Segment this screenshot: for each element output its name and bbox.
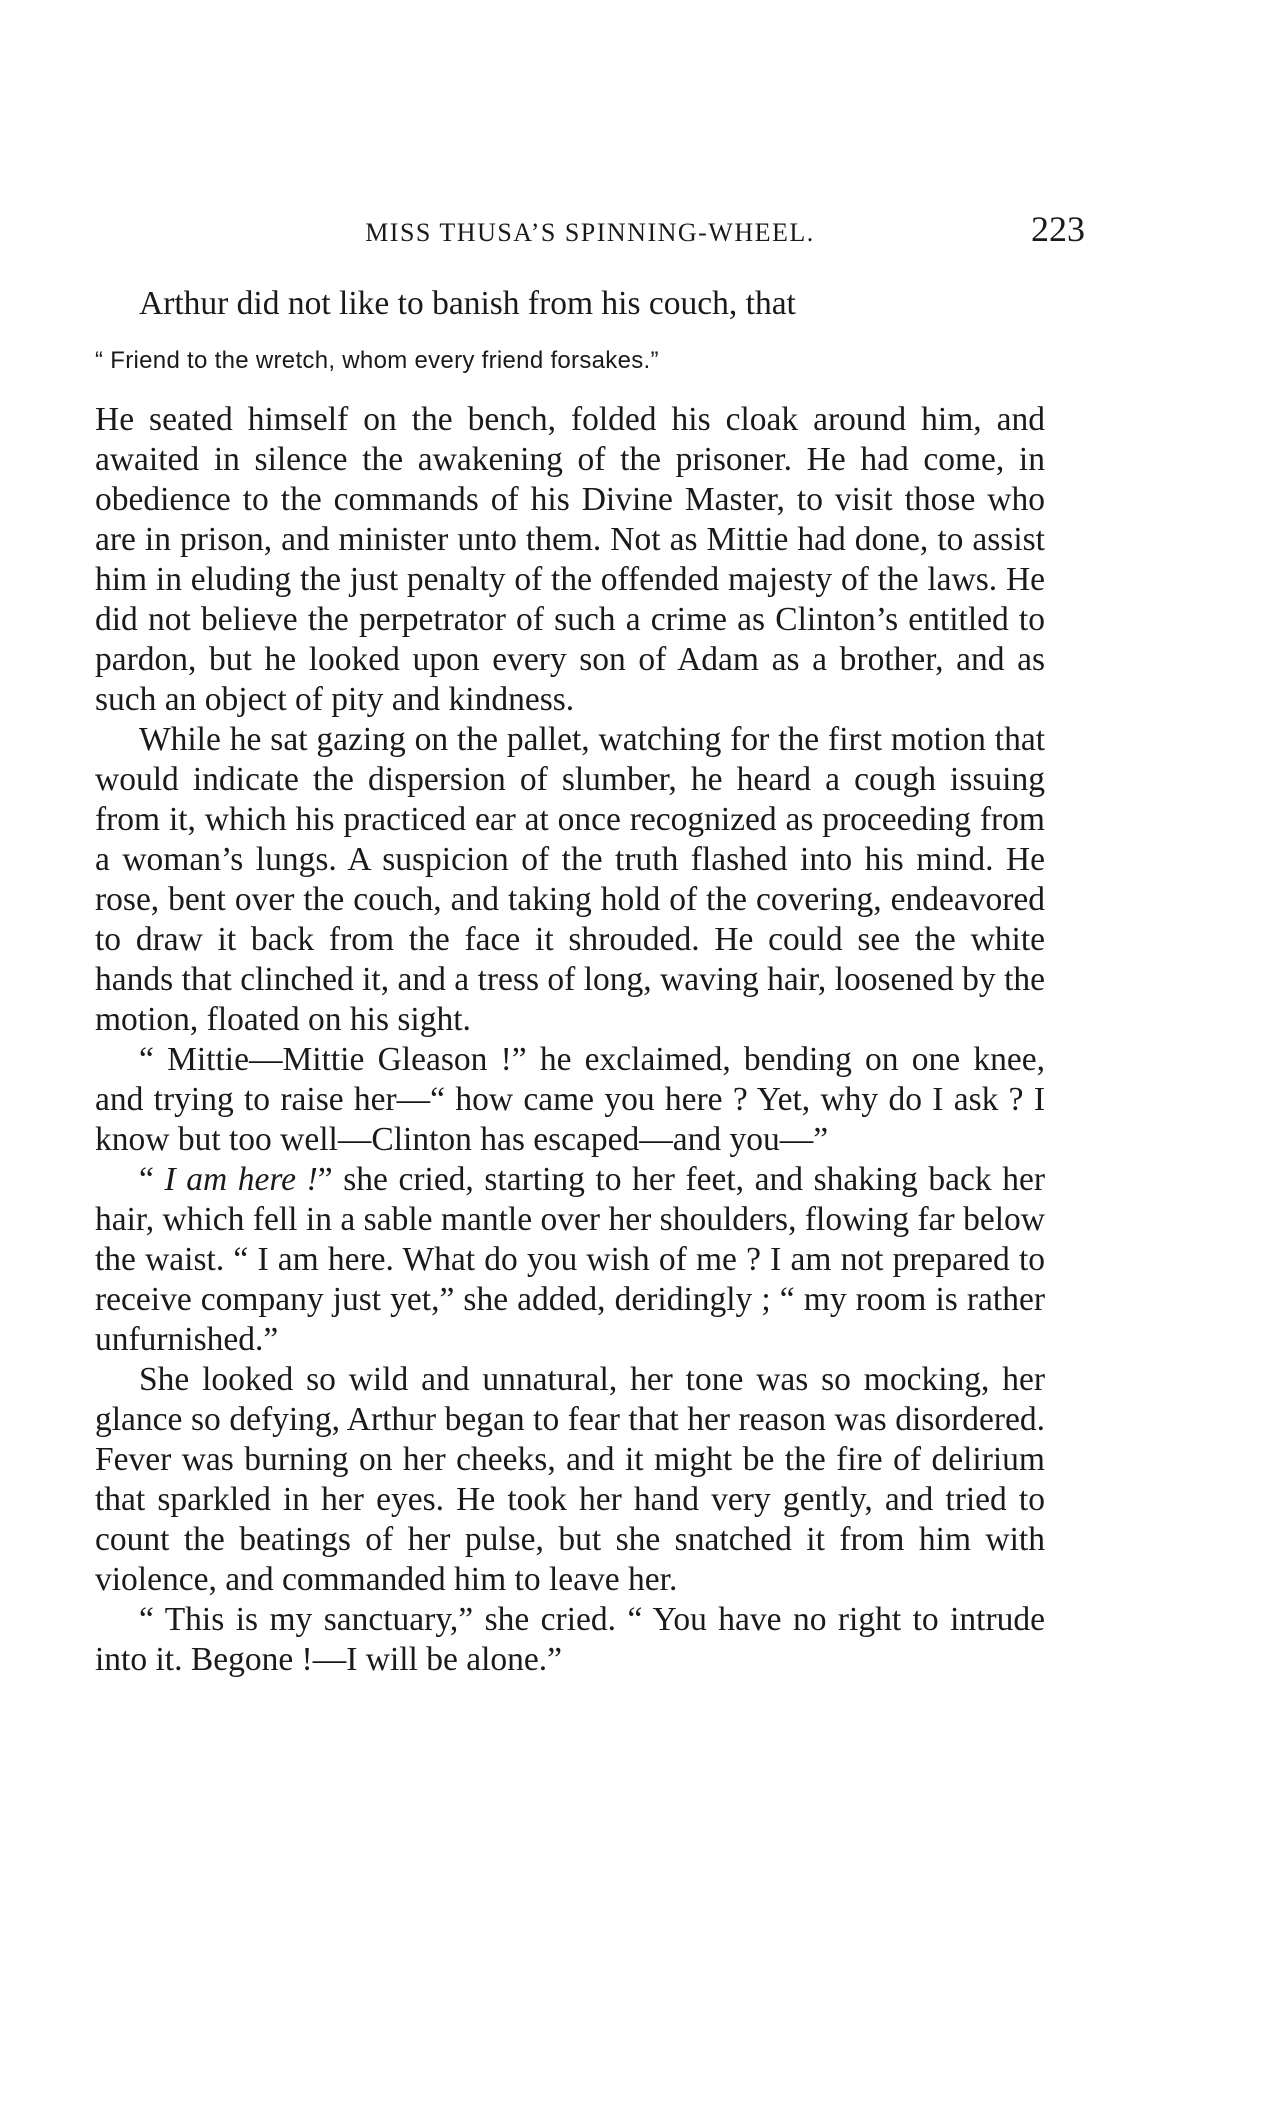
italic-phrase: I am here ! xyxy=(164,1161,318,1198)
page-number: 223 xyxy=(1031,209,1085,249)
running-title: MISS THUSA’S SPINNING-WHEEL. xyxy=(365,218,815,247)
paragraph: “ This is my sanctuary,” she cried. “ You have no right to intrude into it. Begone !—I will be alone.” xyxy=(95,1601,1045,1678)
quote-mark: “ xyxy=(139,1161,165,1198)
paragraph: “ Mittie—Mittie Gleason !” he exclaimed, bending on one knee, and trying to raise her—“ how came you here ? Yet, why do I ask ? I know but too well—Clinton has escaped—and you—” xyxy=(95,1041,1045,1158)
paragraph-text: ” she cried, starting to her feet, and shaking back her hair, which fell in a sable mantle over her shoulders, flowing far below the waist. “ I am here. What do you wish of me ? I am not prepared to receive company just yet,” she added, deridingly ; “ my room is rather unfurnished.” xyxy=(95,1161,1045,1358)
block-quote: “ Friend to the wretch, whom every friend forsakes.” xyxy=(95,347,659,374)
page-body xyxy=(95,284,1045,1680)
paragraph: He seated himself on the bench, folded his cloak around him, and awaited in silence the awakening of the prisoner. He had come, in obedience to the commands of his Divine Master, to visit those who are in prison, and minister unto them. Not as Mittie had done, to assist him in eluding the just penalty of the offended majesty of the laws. He did not believe the perpetrator of such a crime as Clinton’s entitled to pardon, but he looked upon every son of Adam as a brother, and as such an object of pity and kindness. xyxy=(95,401,1045,718)
paragraph: She looked so wild and unnatural, her tone was so mocking, her glance so defying, Arthur began to fear that her reason was disordered. Fever was burning on her cheeks, and it might be the fire of delirium that sparkled in her eyes. He took her hand very gently, and tried to count the beatings of her pulse, but she snatched it from him with violence, and commanded him to leave her. xyxy=(95,1361,1045,1598)
paragraph: Arthur did not like to banish from his couch, that xyxy=(139,285,796,322)
paragraph: While he sat gazing on the pallet, watching for the first motion that would indicate the dispersion of slumber, he heard a cough issuing from it, which his practiced ear at once recognized as proceeding from a woman’s lungs. A suspicion of the truth flashed into his mind. He rose, bent over the couch, and taking hold of the covering, endeavored to draw it back from the face it shrouded. He could see the white hands that clinched it, and a tress of long, waving hair, loosened by the motion, floated on his sight. xyxy=(95,721,1045,1038)
paragraph xyxy=(95,1160,1045,1360)
page-header xyxy=(95,208,1085,258)
